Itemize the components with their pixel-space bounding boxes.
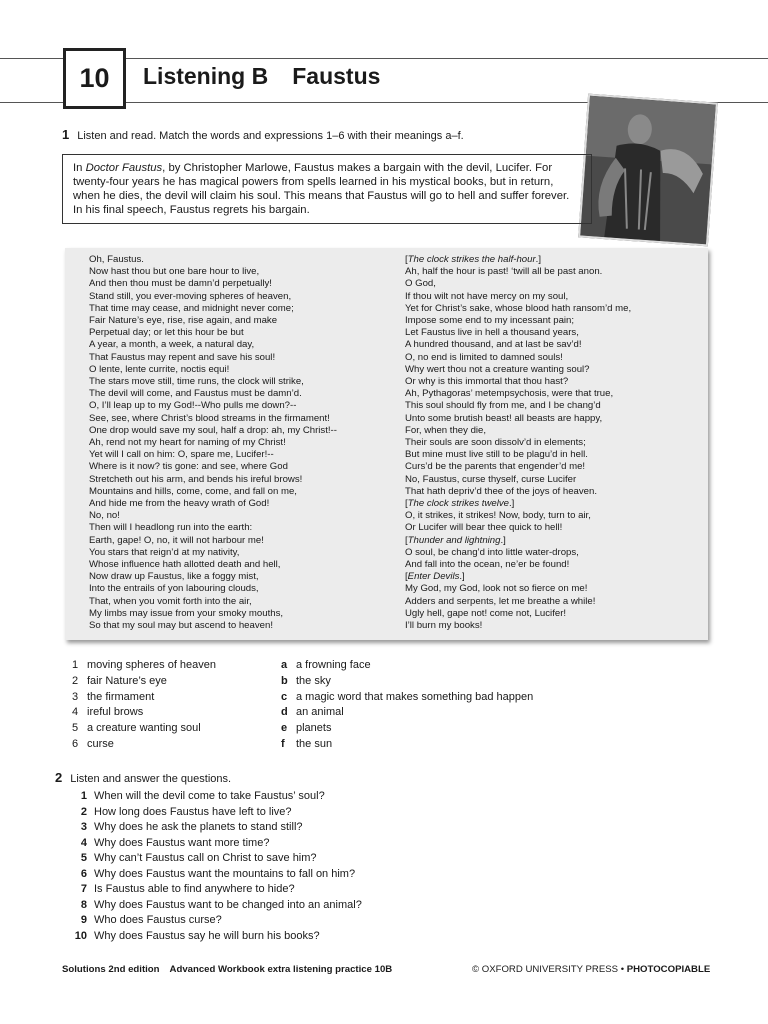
footer-edition: Solutions 2nd edition (62, 964, 160, 975)
question-number: 9 (80, 914, 87, 926)
question-item (62, 883, 362, 899)
exercise-2-number: 2 (55, 770, 63, 785)
poem-line: Stand still, you ever-moving spheres of heaven, (89, 290, 292, 302)
poem-line: Ah, Pythagoras’ metempsychosis, were that true, (405, 388, 614, 400)
actor-image-icon (580, 96, 715, 244)
match-word-text: a creature wanting soul (87, 722, 201, 735)
poem-line: Adders and serpents, let me breathe a while! (405, 595, 596, 607)
poem-line: And fall into the ocean, ne’er be found! (405, 559, 570, 571)
match-meaning-item (281, 691, 533, 707)
poem-line (405, 535, 705, 547)
match-word-number: 2 (72, 674, 79, 687)
poem-line: But mine must live still to be plagu’d in hell. (405, 449, 588, 461)
poem-line: You stars that reign’d at my nativity, (89, 546, 240, 558)
poem-line: That time may cease, and midnight never come; (89, 302, 294, 314)
match-meaning-text: planets (296, 722, 332, 735)
question-item (62, 806, 362, 822)
match-meaning-item (281, 706, 533, 722)
question-number: 6 (80, 867, 87, 880)
match-word-text: moving spheres of heaven (87, 659, 217, 671)
match-word-number: 6 (72, 737, 79, 750)
question-number: 7 (80, 883, 87, 895)
poem-line: The devil will come, and Faustus must be damn’d. (89, 388, 302, 400)
poem-line: This soul should fly from me, and I be chang’d (405, 400, 601, 412)
question-item (62, 821, 362, 837)
page-title (143, 63, 380, 90)
poem-line: O God, (405, 278, 436, 290)
question-number: 3 (80, 821, 87, 833)
unit-number: 10 (79, 63, 110, 93)
poem-line: Perpetual day; or let this hour be but (89, 327, 244, 339)
footer-right: © OXFORD UNIVERSITY PRESS • PHOTOCOPIABLE (472, 964, 711, 975)
match-meaning-text: a magic word that makes something bad happen (296, 690, 534, 703)
match-meaning-text: the sun (296, 737, 333, 750)
question-item (62, 837, 362, 853)
poem-line: Yet will I call on him: O, spare me, Lucifer!-- (89, 449, 274, 461)
question-number: 8 (80, 898, 87, 911)
poem-line: My limbs may issue from your smoky mouths, (89, 607, 284, 619)
poem-line: Let Faustus live in hell a thousand years, (405, 327, 579, 339)
poem-line: Why wert thou not a creature wanting soul? (405, 363, 590, 375)
match-word-item (72, 659, 216, 675)
question-text: How long does Faustus have left to live? (94, 805, 292, 818)
question-item (62, 930, 362, 946)
poem-line: That, when you vomit forth into the air, (89, 595, 252, 607)
poem-line: Earth, gape! O, no, it will not harbour me! (89, 534, 264, 546)
question-number: 1 (80, 790, 87, 802)
match-word-number: 4 (72, 706, 79, 719)
poem-line: My God, my God, look not so fierce on me! (405, 583, 588, 595)
poem-line: Mountains and hills, come, come, and fall on me, (89, 485, 297, 497)
question-text: Why does he ask the planets to stand still? (94, 821, 303, 833)
poem-line: O lente, lente currite, noctis equi! (89, 363, 230, 375)
match-list-words (72, 659, 216, 754)
exercise-1-number: 1 (62, 127, 70, 142)
stage-bracket: [ (405, 254, 408, 265)
exercise-2-heading (55, 770, 231, 785)
footer-copyright: © OXFORD UNIVERSITY PRESS (472, 964, 619, 975)
poem-line: See, see, where Christ’s blood streams in the firmament! (89, 412, 330, 424)
question-text: Why does Faustus want more time? (94, 836, 270, 849)
match-meaning-letter: f (281, 737, 285, 750)
poem-line: If thou wilt not have mercy on my soul, (405, 290, 569, 302)
match-list-meanings (281, 659, 533, 754)
match-meaning-text: an animal (296, 706, 344, 719)
question-item (62, 852, 362, 868)
poem-line (405, 254, 705, 266)
stage-bracket: .] (508, 498, 515, 510)
poem-line (405, 571, 705, 583)
poem-line: A hundred thousand, and at last be sav’d! (405, 339, 582, 351)
match-word-item (72, 738, 216, 754)
match-meaning-text: the sky (296, 674, 331, 687)
question-number: 2 (80, 805, 87, 818)
match-word-text: the firmament (87, 690, 155, 703)
poem-line: Unto some brutish beast! all beasts are happy, (405, 412, 603, 424)
stage-bracket: .] (500, 534, 506, 546)
match-meaning-item (281, 738, 533, 754)
match-word-item (72, 722, 216, 738)
question-number: 4 (80, 836, 87, 849)
poem-line: A year, a month, a week, a natural day, (89, 339, 255, 351)
poem-line: Ah, rend not my heart for naming of my Christ! (89, 437, 286, 449)
match-meaning-letter: b (281, 674, 288, 687)
match-meaning-letter: e (281, 722, 288, 735)
poem-line: No, Faustus, curse thyself, curse Lucifer (405, 473, 577, 485)
poem-line: And hide me from the heavy wrath of God! (89, 498, 270, 510)
match-word-number: 3 (72, 690, 79, 703)
poem-column-left (89, 254, 379, 632)
unit-number-box (63, 48, 126, 109)
stage-bracket: .] (459, 571, 465, 583)
question-item (62, 914, 362, 930)
question-text: Why does Faustus want to be changed into an animal? (94, 898, 362, 911)
exercise-1-instruction: Listen and read. Match the words and expressions 1–6 with their meanings a–f. (77, 130, 464, 142)
match-meaning-letter: d (281, 706, 288, 719)
stage-direction: The clock strikes the half-hour (407, 254, 536, 265)
poem-line: O, no end is limited to damned souls! (405, 351, 563, 363)
match-meaning-item (281, 659, 533, 675)
poem-line: Where is it now? tis gone: and see, where God (89, 461, 288, 473)
poem-column-right (405, 254, 705, 632)
intro-book-title: Doctor Faustus (85, 162, 163, 174)
intro-box (62, 154, 592, 224)
match-meaning-letter: c (281, 690, 288, 703)
stage-direction: Enter Devils (407, 571, 460, 583)
poem-line: Then will I headlong run into the earth: (89, 522, 253, 534)
poem-line: O, it strikes, it strikes! Now, body, turn to air, (405, 510, 591, 522)
stage-bracket: [ (405, 571, 408, 583)
poem-line: Curs’d be the parents that engender’d me! (405, 461, 586, 473)
question-text: Why does Faustus say he will burn his books? (94, 929, 320, 942)
stage-direction: The clock strikes twelve (407, 498, 509, 510)
question-item (62, 899, 362, 915)
title-topic: Faustus (292, 63, 381, 89)
poem-line: Ah, half the hour is past! ‘twill all be past anon. (405, 266, 603, 278)
poem-line: Into the entrails of yon labouring clouds, (89, 583, 259, 595)
stage-direction: Thunder and lightning (407, 534, 501, 546)
footer-photocopiable: PHOTOCOPIABLE (626, 964, 711, 975)
faustus-photo (578, 94, 718, 247)
exercise-2-instruction: Listen and answer the questions. (70, 773, 232, 785)
question-item (62, 790, 362, 806)
question-text: Why can’t Faustus call on Christ to save him? (94, 852, 317, 864)
poem-line: For, when they die, (405, 424, 487, 436)
question-text: When will the devil come to take Faustus’ soul? (94, 790, 325, 802)
poem-line: Yet for Christ’s sake, whose blood hath ransom’d me, (405, 302, 632, 314)
poem-line: Or why is this immortal that thou hast? (405, 376, 569, 388)
match-meaning-text: a frowning face (296, 659, 371, 671)
match-word-number: 5 (72, 722, 79, 735)
poem-line: So that my soul may but ascend to heaven! (89, 620, 273, 632)
question-text: Who does Faustus curse? (94, 914, 222, 926)
poem-line: Oh, Faustus. (89, 254, 144, 265)
poem-line: That hath depriv’d thee of the joys of heaven. (405, 485, 598, 497)
stage-bracket: .] (535, 254, 541, 265)
poem-line: Ugly hell, gape not! come not, Lucifer! (405, 607, 567, 619)
question-list (62, 790, 362, 945)
poem-line: Their souls are soon dissolv’d in elements; (405, 437, 586, 449)
match-word-item (72, 706, 216, 722)
match-word-text: fair Nature’s eye (87, 674, 167, 687)
poem-line: I’ll burn my books! (405, 620, 483, 632)
question-number: 5 (80, 852, 87, 864)
poem-line: Stretcheth out his arm, and bends his ireful brows! (89, 473, 303, 485)
match-word-number: 1 (72, 659, 79, 671)
poem-line: The stars move still, time runs, the clock will strike, (89, 376, 304, 388)
question-item (62, 868, 362, 884)
title-section: Listening B (143, 63, 269, 89)
poem-line (405, 498, 705, 510)
footer-book: Advanced Workbook extra listening practice 10B (169, 964, 393, 975)
match-meaning-letter: a (281, 659, 288, 671)
question-text: Why does Faustus want the mountains to fall on him? (94, 867, 356, 880)
poem-line: Impose some end to my incessant pain; (405, 315, 575, 327)
poem-line: Whose influence hath allotted death and hell, (89, 559, 281, 571)
poem-line: Now hast thou but one bare hour to live, (89, 266, 260, 278)
poem-line: Fair Nature’s eye, rise, rise again, and make (89, 315, 278, 327)
match-meaning-item (281, 722, 533, 738)
match-word-text: ireful brows (87, 706, 144, 719)
intro-text-pre: In (73, 162, 86, 174)
question-number: 10 (74, 929, 87, 942)
poem-line: Or Lucifer will bear thee quick to hell! (405, 522, 563, 534)
poem-line: That Faustus may repent and save his soul! (89, 351, 276, 363)
intro-text: , by Christopher Marlowe, Faustus makes a bargain with the devil, Lucifer. For twenty-four years he has magical powers from spells learned in his mystical books, but in return, when he dies, the devil will claim his soul. This means that Faustus will go to hell and suffer forever. In his final speech, Faustus regrets his bargain. (73, 162, 570, 216)
match-meaning-item (281, 675, 533, 691)
question-text: Is Faustus able to find anywhere to hide? (94, 883, 295, 895)
poem-line: And then thou must be damn’d perpetually! (89, 278, 272, 290)
poem-box (65, 248, 708, 640)
exercise-1-heading (62, 127, 464, 142)
poem-line: O soul, be chang’d into little water-drops, (405, 546, 579, 558)
footer-left (62, 964, 392, 975)
poem-line: No, no! (89, 510, 120, 522)
poem-line: One drop would save my soul, half a drop: ah, my Christ!-- (89, 424, 337, 436)
poem-line: Now draw up Faustus, like a foggy mist, (89, 571, 259, 583)
poem-line: O, I’ll leap up to my God!--Who pulls me down?-- (89, 400, 297, 412)
stage-bracket: [ (405, 498, 408, 510)
match-word-item (72, 691, 216, 707)
match-word-item (72, 675, 216, 691)
stage-bracket: [ (405, 534, 408, 546)
match-word-text: curse (87, 737, 114, 750)
